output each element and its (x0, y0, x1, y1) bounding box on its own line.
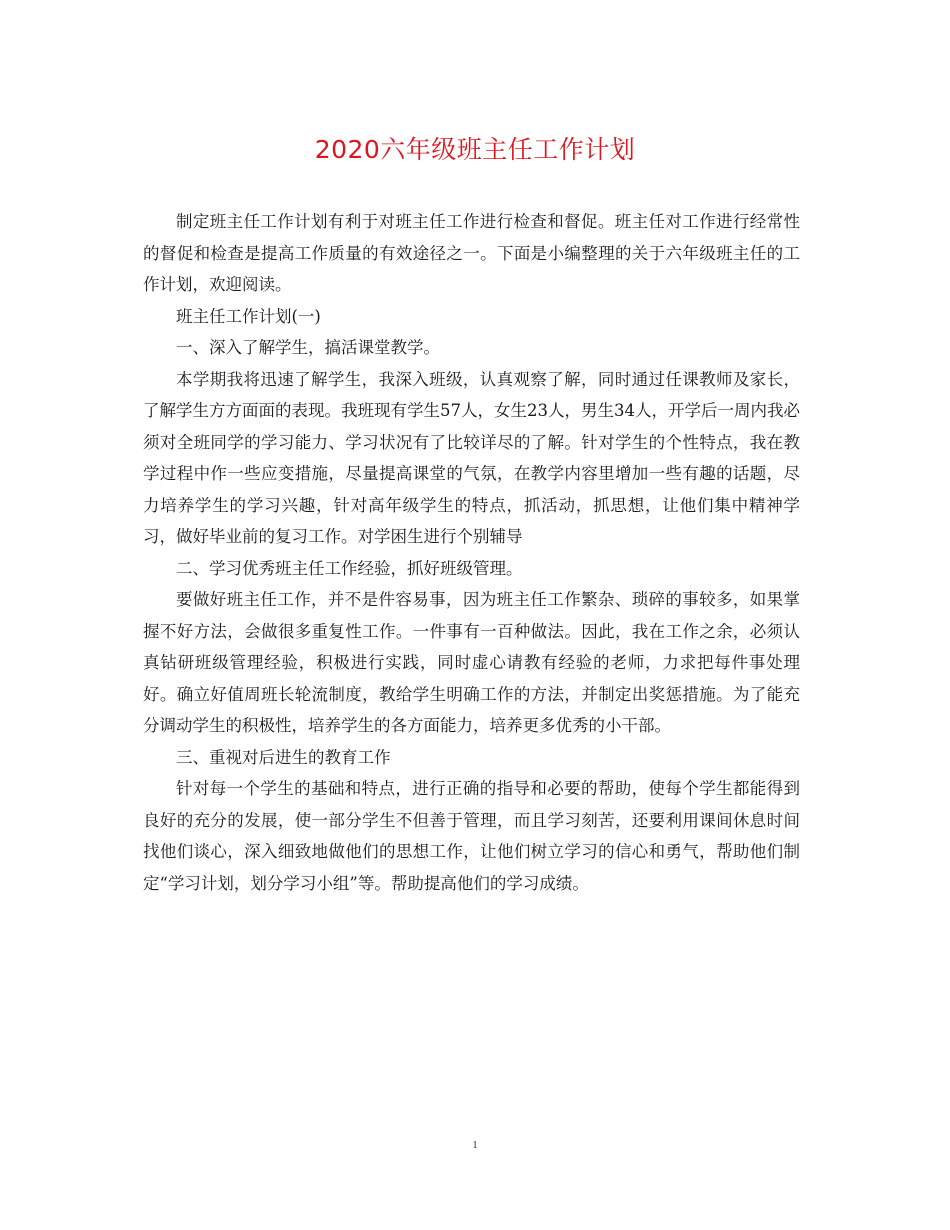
paragraph-heading-3: 三、重视对后进生的教育工作 (176, 747, 391, 767)
paragraph-body-2: 要做好班主任工作，并不是件容易事，因为班主任工作繁杂、琐碎的事较多，如果掌握不好方法，会做很多重复性工作。一件事有一百种做法。因此，我在工作之余，必须认真钻研班级管理经验，积极进行实践，同时虚心请教有经验的老师，力求把每件事处理好。确立好值周班长轮流制度，教给学生明确工作的方法，并制定出奖惩措施。为了能充分调动学生的积极性，培养学生的各方面能力，培养更多优秀的小干部。 (143, 590, 800, 735)
page-number: 1 (472, 1139, 478, 1151)
document-title: 2020六年级班主任工作计划 (314, 135, 636, 164)
paragraph-intro: 制定班主任工作计划有利于对班主任工作进行检查和督促。班主任对工作进行经常性的督促和检查是提高工作质量的有效途径之一。下面是小编整理的关于六年级班主任的工作计划，欢迎阅读。 (143, 212, 800, 294)
paragraph-heading-1: 一、深入了解学生，搞活课堂教学。 (176, 338, 440, 357)
document-body (143, 206, 800, 899)
paragraph-body-3: 针对每一个学生的基础和特点，进行正确的指导和必要的帮助，使每个学生都能得到良好的充分的发展，使一部分学生不但善于管理，而且学习刻苦，还要利用课间休息时间找他们谈心，深入细致地做他们的思想工作，让他们树立学习的信心和勇气，帮助他们制定“学习计划，划分学习小组”等。帮助提高他们的学习成绩。 (143, 779, 800, 893)
paragraph-body-1: 本学期我将迅速了解学生，我深入班级，认真观察了解，同时通过任课教师及家长，了解学生方方面面的表现。我班现有学生57人，女生23人，男生34人，开学后一周内我必须对全班同学的学习能力、学习状况有了比较详尽的了解。针对学生的个性特点，我在教学过程中作一些应变措施，尽量提高课堂的气氛，在教学内容里增加一些有趣的话题，尽力培养学生的学习兴趣，针对高年级学生的特点，抓活动，抓思想，让他们集中精神学习，做好毕业前的复习工作。对学困生进行个别辅导 (143, 369, 800, 546)
paragraph-section-heading: 班主任工作计划(一) (176, 306, 321, 326)
paragraph-heading-2: 二、学习优秀班主任工作经验，抓好班级管理。 (176, 558, 523, 578)
